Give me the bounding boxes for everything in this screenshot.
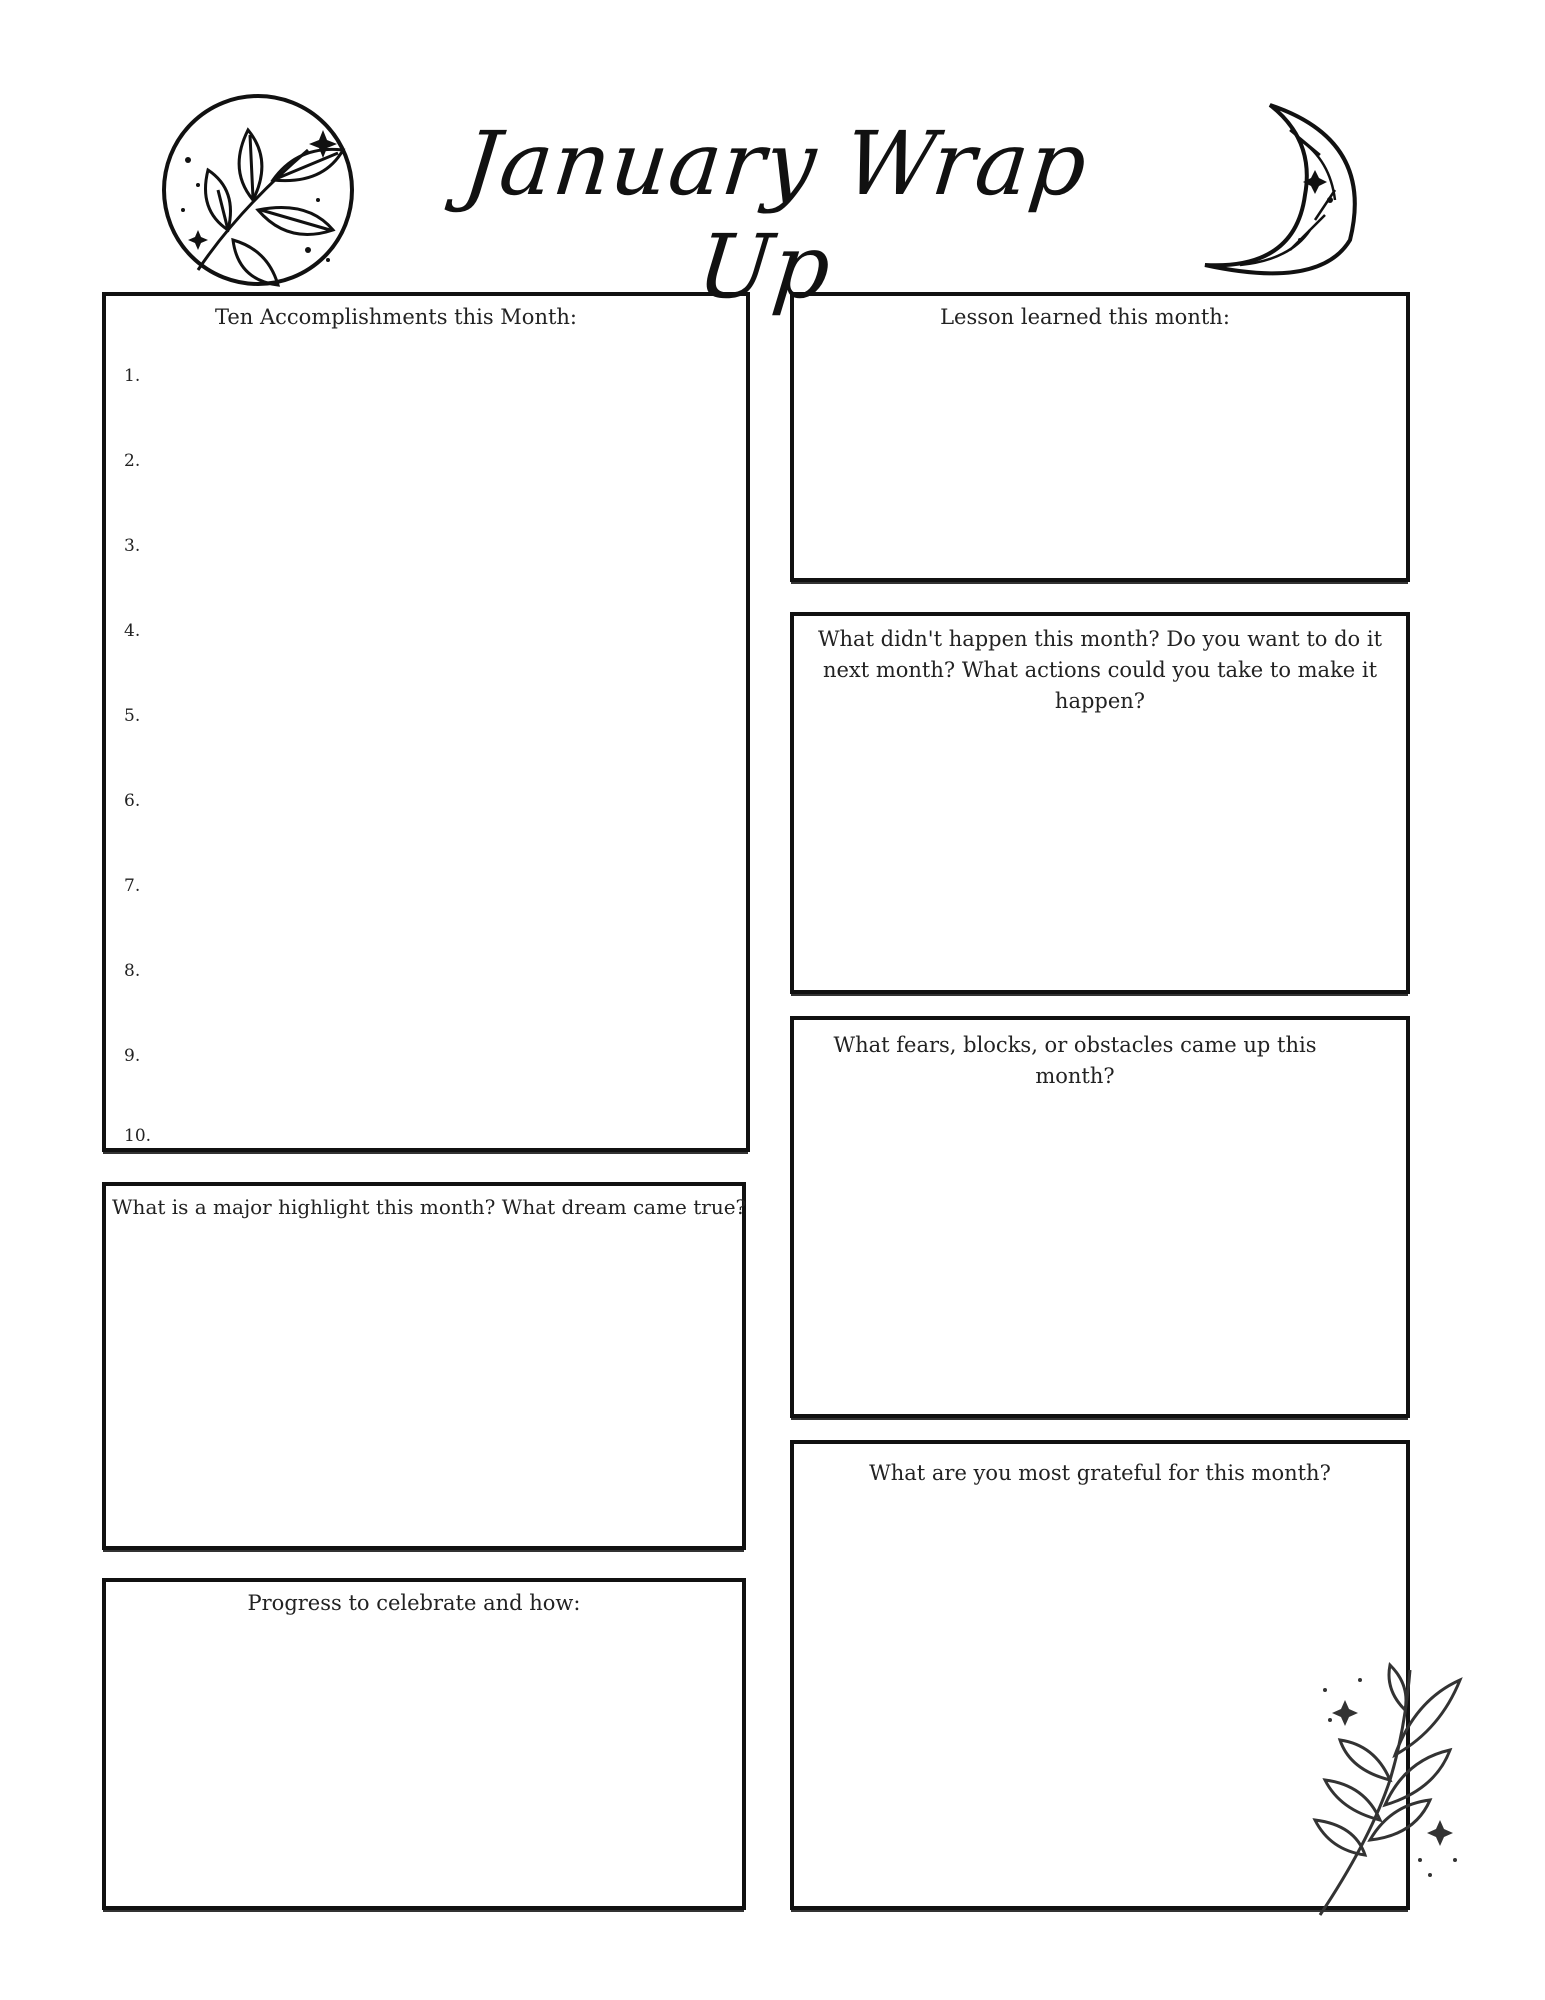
grateful-title: What are you most grateful for this month? — [869, 1461, 1331, 1485]
list-item-number: 4. — [124, 621, 141, 641]
list-item-number: 10. — [124, 1126, 152, 1146]
list-item-number: 3. — [124, 536, 141, 556]
didnt-happen-title: What didn't happen this month? Do you want to do it next month? What actions could you take to make it happen? — [817, 627, 1383, 713]
accomplishments-title: Ten Accomplishments this Month: — [214, 305, 578, 329]
list-item-number: 8. — [124, 961, 141, 981]
page-title: January Wrap Up — [458, 112, 1093, 318]
leaf-wreath-icon — [158, 90, 358, 290]
list-item-number: 1. — [124, 366, 141, 386]
fears-title: What fears, blocks, or obstacles came up this month? — [833, 1033, 1317, 1088]
progress-box[interactable] — [102, 1578, 746, 1910]
leaf-sprig-icon — [1300, 1660, 1480, 1920]
progress-title: Progress to celebrate and how: — [247, 1591, 581, 1615]
highlight-box[interactable] — [102, 1182, 746, 1550]
list-item-number: 7. — [124, 876, 141, 896]
crescent-moon-icon — [1200, 100, 1380, 290]
highlight-title: What is a major highlight this month? What dream came true? — [112, 1195, 747, 1219]
fears-box[interactable] — [790, 1016, 1410, 1418]
list-item-number: 2. — [124, 451, 141, 471]
lesson-title: Lesson learned this month: — [940, 305, 1230, 329]
didnt-happen-box[interactable] — [790, 612, 1410, 994]
list-item-number: 6. — [124, 791, 141, 811]
list-item-number: 5. — [124, 706, 141, 726]
lesson-box[interactable] — [790, 292, 1410, 582]
list-item-number: 9. — [124, 1046, 141, 1066]
accomplishments-box[interactable] — [102, 292, 750, 1152]
